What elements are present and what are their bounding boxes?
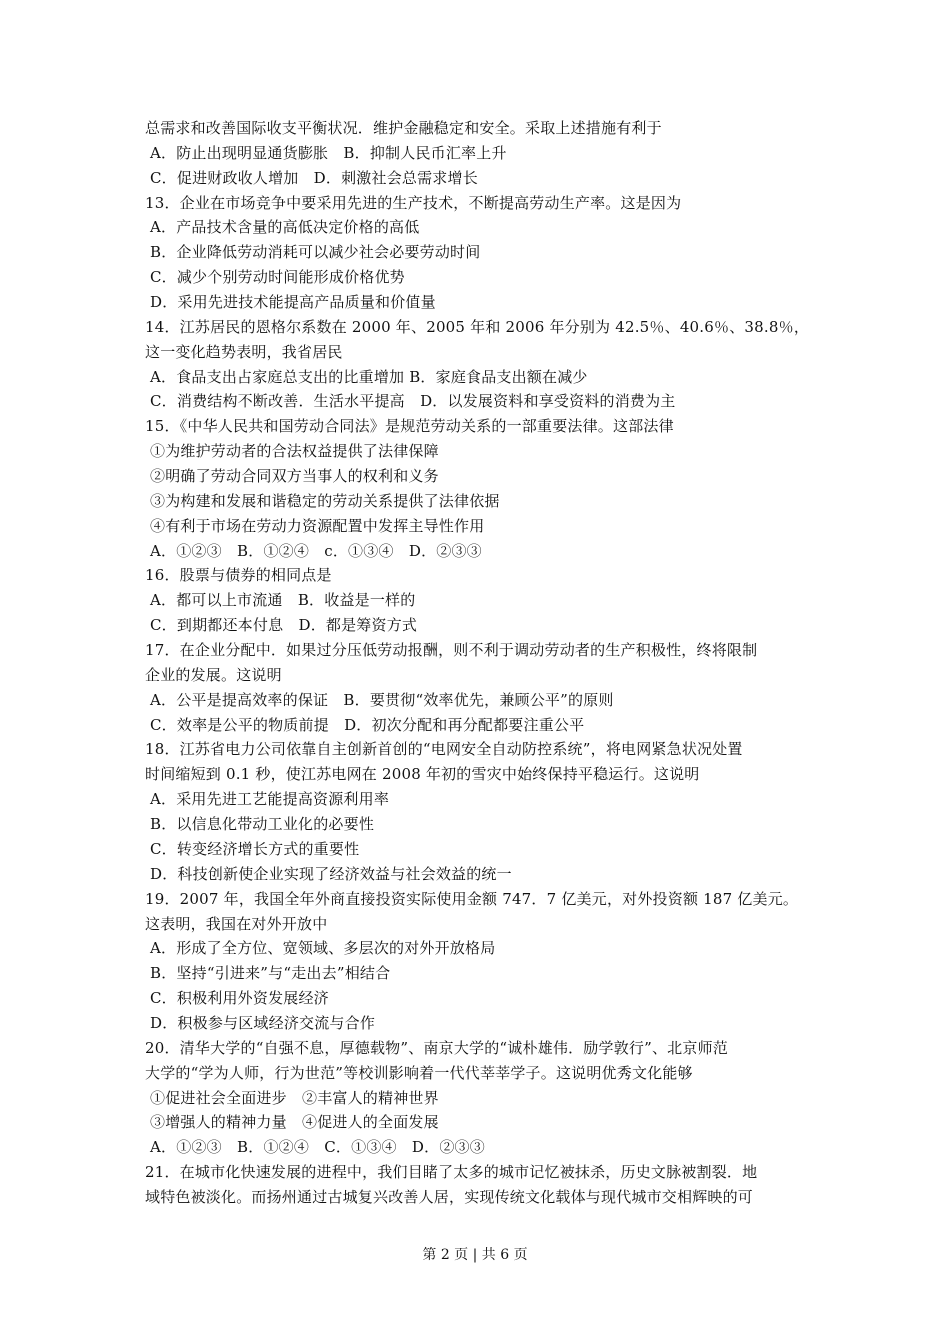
answer-option-line: B．企业降低劳动消耗可以减少社会必要劳动时间 bbox=[150, 243, 481, 262]
answer-option-line: ③为构建和发展和谐稳定的劳动关系提供了法律依据 bbox=[150, 491, 500, 510]
question-text-line: 17．在企业分配中．如果过分压低劳动报酬，则不利于调动劳动者的生产积极性，终将限制 bbox=[145, 641, 758, 660]
answer-option-line: C．效率是公平的物质前提 D．初次分配和再分配都要注重公平 bbox=[150, 715, 585, 734]
answer-option-line: B．坚持“引进来”与“走出去”相结合 bbox=[150, 964, 391, 983]
question-text-line: 19．2007 年，我国全年外商直接投资实际使用金额 747．7 亿美元，对外投资额 187 亿美元。 bbox=[145, 889, 799, 908]
answer-option-line: D．科技创新使企业实现了经济效益与社会效益的统一 bbox=[150, 864, 512, 883]
question-text-line: 域特色被淡化。而扬州通过古城复兴改善人居，实现传统文化载体与现代城市交相辉映的可 bbox=[145, 1187, 754, 1206]
answer-option-line: ④有利于市场在劳动力资源配置中发挥主导性作用 bbox=[150, 516, 485, 535]
answer-option-line: C．促进财政收人增加 D．刺激社会总需求增长 bbox=[150, 168, 478, 187]
answer-option-line: C．到期都还本付息 D．都是筹资方式 bbox=[150, 616, 418, 635]
answer-option-line: ③增强人的精神力量 ④促进人的全面发展 bbox=[150, 1113, 439, 1132]
question-text-line: 企业的发展。这说明 bbox=[145, 665, 282, 684]
question-text-line: 大学的“学为人师，行为世范”等校训影响着一代代莘莘学子。这说明优秀文化能够 bbox=[145, 1063, 693, 1082]
answer-option-line: A．采用先进工艺能提高资源利用率 bbox=[150, 790, 390, 809]
answer-option-line: A．都可以上市流通 B．收益是一样的 bbox=[150, 591, 416, 610]
question-text-line: 总需求和改善国际收支平衡状况．维护金融稳定和安全。采取上述措施有利于 bbox=[145, 119, 662, 137]
question-text-line: 这表明，我国在对外开放中 bbox=[145, 914, 328, 933]
answer-option-line: ②明确了劳动合同双方当事人的权利和义务 bbox=[150, 467, 439, 486]
answer-option-line: A．公平是提高效率的保证 B．要贯彻“效率优先，兼顾公平”的原则 bbox=[150, 690, 614, 709]
answer-option-line: D．积极参与区域经济交流与合作 bbox=[150, 1013, 376, 1032]
answer-option-line: A．防止出现明显通货膨胀 B．抑制人民币汇率上升 bbox=[150, 143, 507, 162]
answer-option-line: A．产品技术含量的高低决定价格的高低 bbox=[150, 218, 420, 237]
question-text-line: 18．江苏省电力公司依靠自主创新首创的“电网安全自动防控系统”，将电网紧急状况处置 bbox=[145, 740, 743, 759]
page-footer: 第 2 页 | 共 6 页 bbox=[422, 1247, 528, 1263]
answer-option-line: D．采用先进技术能提高产品质量和价值量 bbox=[150, 293, 436, 312]
question-text-line: 14．江苏居民的恩格尔系数在 2000 年、2005 年和 2006 年分别为 42.5％、40.6％、38.8％， bbox=[145, 317, 810, 336]
answer-option-line: A．①②③ B．①②④ c．①③④ D．②③③ bbox=[150, 541, 482, 560]
answer-option-line: A．形成了全方位、宽领域、多层次的对外开放格局 bbox=[150, 939, 496, 958]
answer-option-line: ①为维护劳动者的合法权益提供了法律保障 bbox=[150, 442, 439, 461]
question-text-line: 16．股票与债券的相同点是 bbox=[145, 566, 332, 585]
answer-option-line: C．转变经济增长方式的重要性 bbox=[150, 839, 360, 858]
question-text-line: 时间缩短到 0.1 秒，使江苏电网在 2008 年初的雪灾中始终保持平稳运行。这说明 bbox=[145, 765, 700, 784]
answer-option-line: B．以信息化带动工业化的必要性 bbox=[150, 815, 375, 834]
question-text-line: 这一变化趋势表明，我省居民 bbox=[145, 342, 343, 361]
question-text-line: 20．清华大学的“自强不息，厚德载物”、南京大学的“诚朴雄伟．励学敦行”、北京师范 bbox=[145, 1038, 728, 1057]
answer-option-line: C．积极利用外资发展经济 bbox=[150, 989, 329, 1008]
answer-option-line: A．食品支出占家庭总支出的比重增加 B．家庭食品支出额在减少 bbox=[150, 367, 588, 386]
question-text-line: 15．《中华人民共和国劳动合同法》是规范劳动关系的一部重要法律。这部法律 bbox=[145, 417, 674, 436]
answer-option-line: A．①②③ B．①②④ C．①③④ D．②③③ bbox=[150, 1138, 485, 1157]
document-body bbox=[145, 116, 835, 1210]
question-text-line: 13．企业在市场竞争中要采用先进的生产技术，不断提高劳动生产率。这是因为 bbox=[145, 193, 682, 212]
answer-option-line: ①促进社会全面进步 ②丰富人的精神世界 bbox=[150, 1088, 439, 1107]
question-text-line: 21．在城市化快速发展的进程中，我们目睹了太多的城市记忆被抹杀，历史文脉被割裂．地 bbox=[145, 1163, 758, 1182]
answer-option-line: C．消费结构不断改善．生活水平提高 D．以发展资料和享受资料的消费为主 bbox=[150, 392, 676, 411]
answer-option-line: C．减少个别劳动时间能形成价格优势 bbox=[150, 268, 405, 287]
